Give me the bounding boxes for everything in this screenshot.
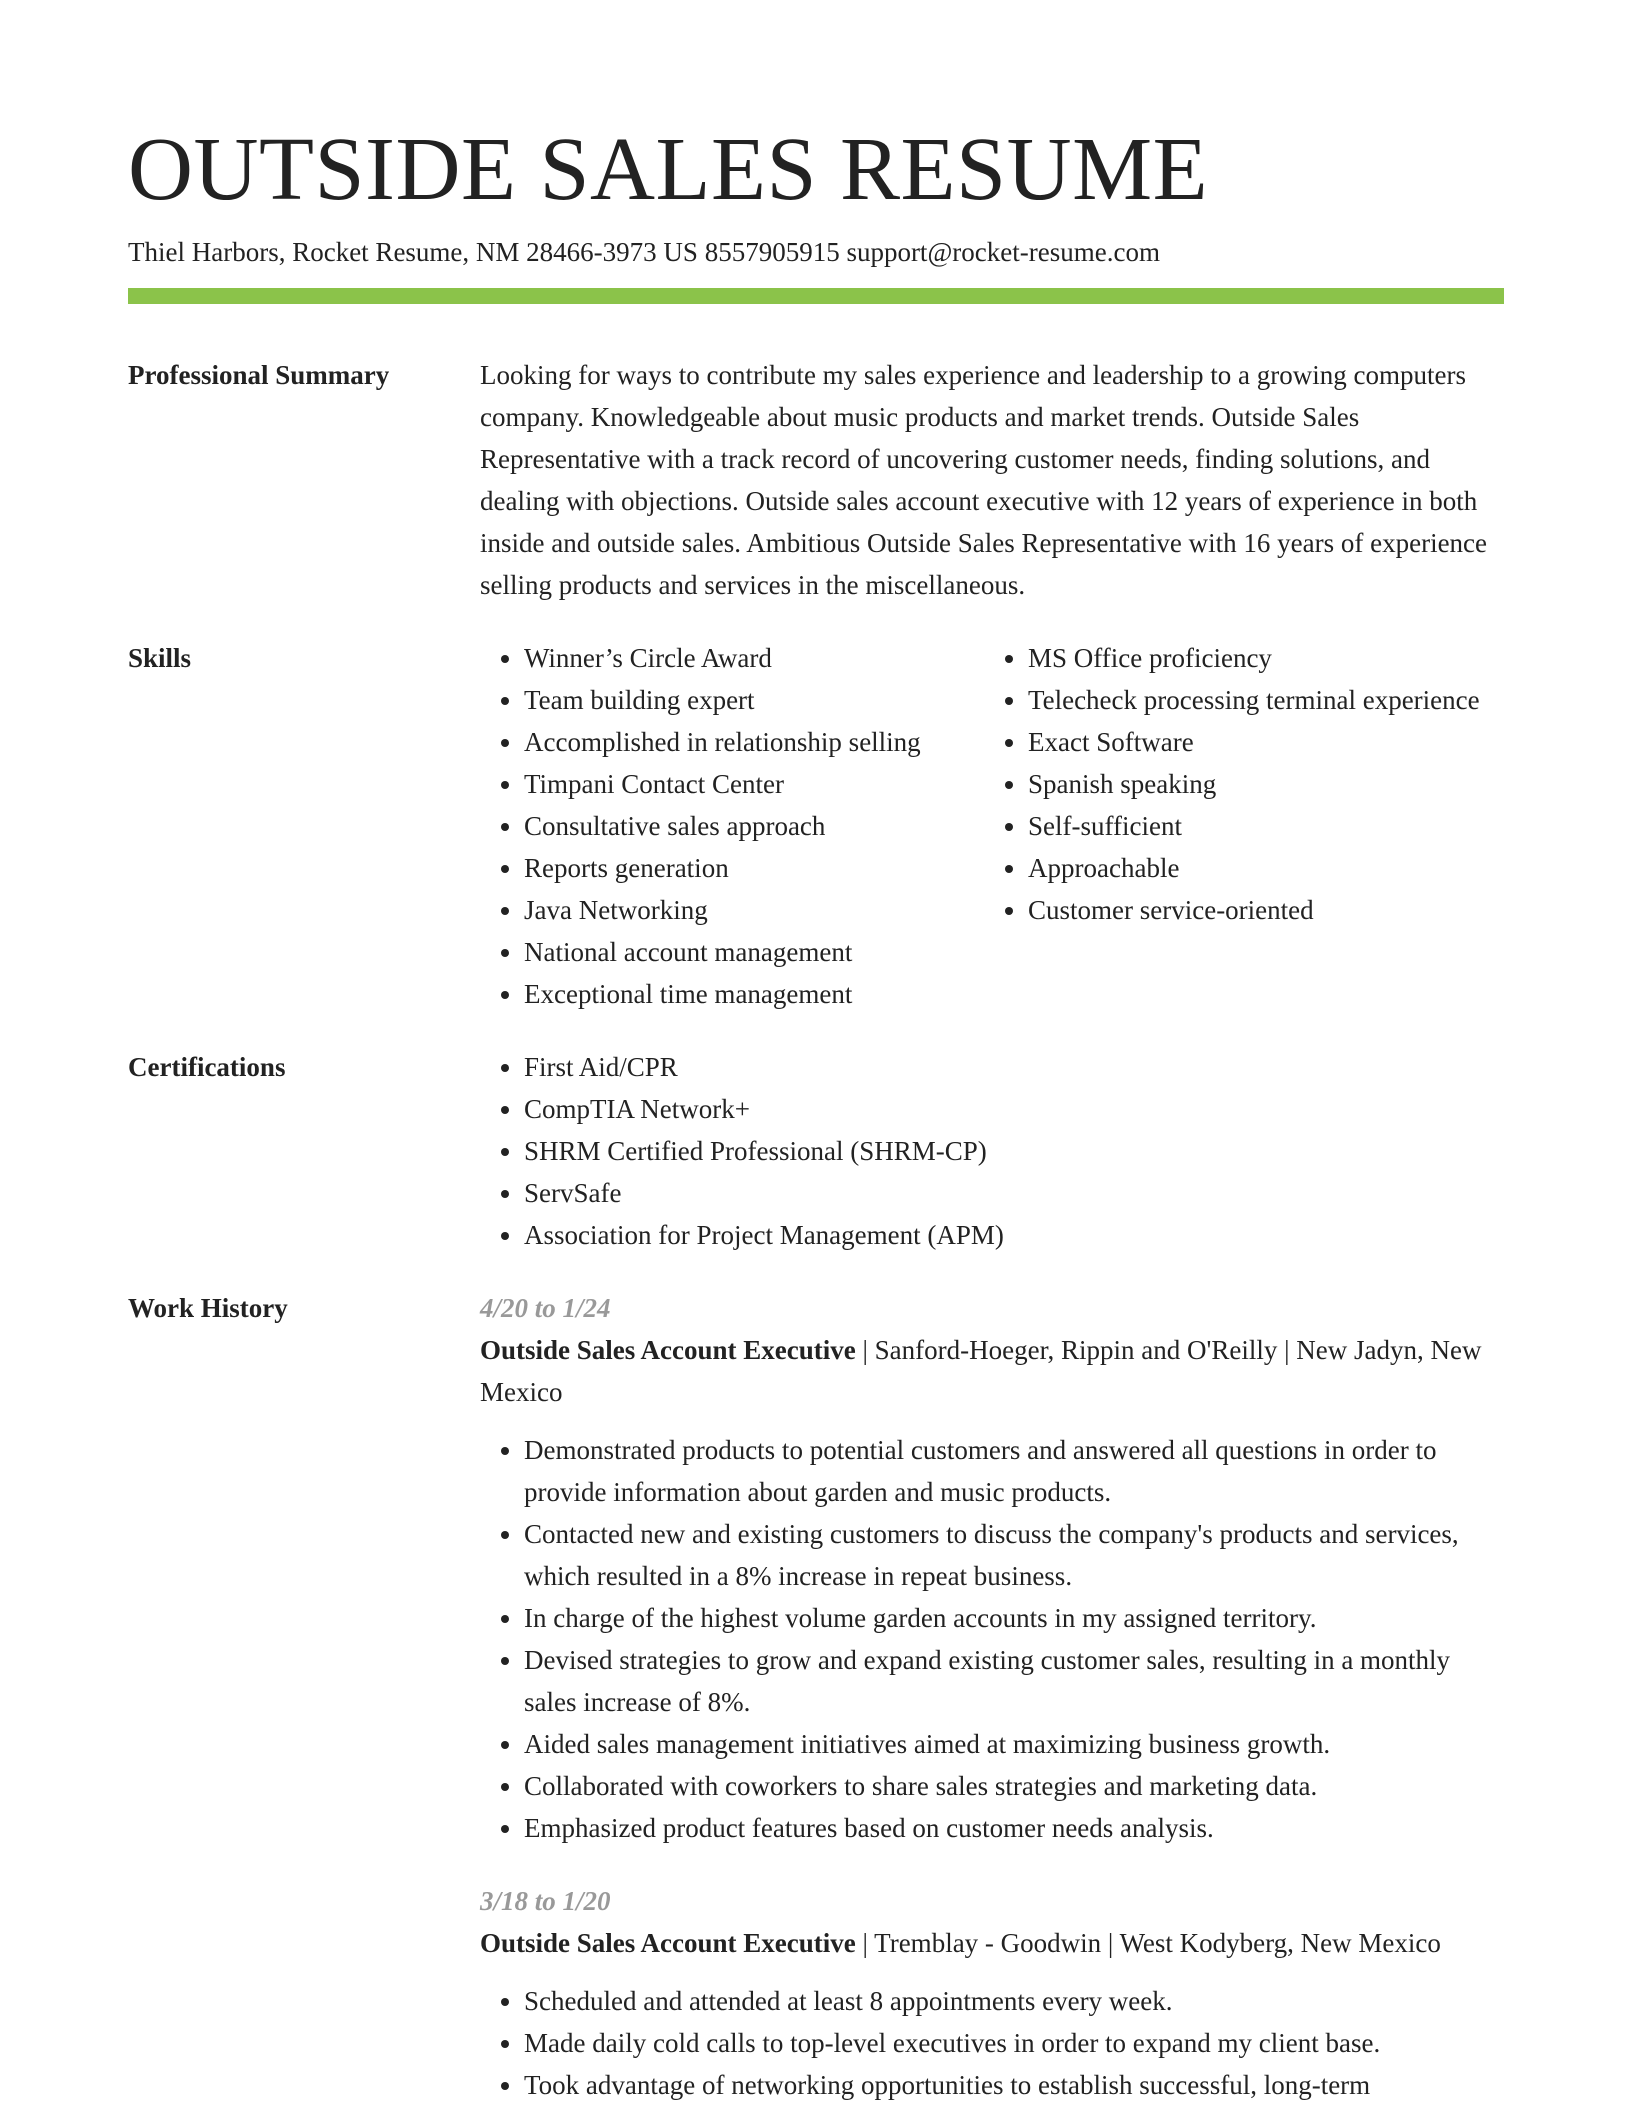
list-item: • Demonstrated products to potential customers and answered all questions in order to provide information about garden and music products. [524, 1429, 1504, 1513]
job-header [480, 1329, 1504, 1413]
list-item: • Winner’s Circle Award [524, 637, 984, 679]
list-item: • Team building expert [524, 679, 984, 721]
list-item: • Self-sufficient [1028, 805, 1504, 847]
list-item: • Consultative sales approach [524, 805, 984, 847]
skills-list-left [480, 637, 984, 1015]
job-dates: 3/18 to 1/20 [480, 1886, 611, 1916]
list-item: • Devised strategies to grow and expand existing customer sales, resulting in a monthly sales increase of 8%. [524, 1639, 1504, 1723]
job-bullets [480, 1980, 1504, 2106]
job-header [480, 1922, 1504, 1964]
skills-heading: Skills [128, 643, 192, 673]
job-entry [480, 1287, 1504, 1849]
skills-list-right [984, 637, 1504, 1015]
summary-heading: Professional Summary [128, 360, 390, 390]
contact-line [128, 234, 1504, 270]
job-bullets [480, 1429, 1504, 1849]
work-history-heading: Work History [128, 1293, 288, 1323]
job-entry [480, 1880, 1504, 2106]
list-item: • Contacted new and existing customers to discuss the company's products and services, which resulted in a 8% increase in repeat business. [524, 1513, 1504, 1597]
list-item: • Telecheck processing terminal experience [1028, 679, 1504, 721]
work-history-section [128, 1287, 1504, 2106]
certifications-section [128, 1046, 1504, 1256]
list-item: • Spanish speaking [1028, 763, 1504, 805]
list-item: • Took advantage of networking opportunities to establish successful, long-term [524, 2064, 1504, 2106]
list-item: • National account management [524, 931, 984, 973]
list-item: • Java Networking [524, 889, 984, 931]
job-dates: 4/20 to 1/24 [480, 1293, 611, 1323]
contact-phone: 8557905915 [704, 237, 840, 267]
certifications-heading: Certifications [128, 1052, 286, 1082]
list-item: • Approachable [1028, 847, 1504, 889]
list-item: • Customer service-oriented [1028, 889, 1504, 931]
list-item: • Reports generation [524, 847, 984, 889]
job-details: | Tremblay - Goodwin | West Kodyberg, New Mexico [855, 1928, 1441, 1958]
skills-section [128, 637, 1504, 1015]
job-details: | Sanford-Hoeger, Rippin and O'Reilly | New Jadyn, New Mexico [480, 1335, 1482, 1407]
list-item: • Aided sales management initiatives aimed at maximizing business growth. [524, 1723, 1504, 1765]
list-item: • Association for Project Management (APM) [524, 1214, 1504, 1256]
resume-title: OUTSIDE SALES RESUME [128, 120, 1209, 219]
list-item: • CompTIA Network+ [524, 1088, 1504, 1130]
job-title: Outside Sales Account Executive [480, 1928, 856, 1958]
list-item: • Made daily cold calls to top-level executives in order to expand my client base. [524, 2022, 1504, 2064]
contact-address: Thiel Harbors, Rocket Resume, NM 28466-3973 US [128, 237, 698, 267]
list-item: • Exact Software [1028, 721, 1504, 763]
summary-text: Looking for ways to contribute my sales experience and leadership to a growing computers company. Knowledgeable about music products and market trends. Outside Sales Representative with a track record of uncovering customer needs, finding solutions, and dealing with objections. Outside sales account executive with 12 years of experience in both inside and outside sales. Ambitious Outside Sales Representative with 16 years of experience selling products and services in the miscellaneous. [480, 360, 1488, 600]
certifications-list [480, 1046, 1504, 1256]
header-divider [128, 288, 1504, 304]
list-item: • Accomplished in relationship selling [524, 721, 984, 763]
list-item: • First Aid/CPR [524, 1046, 1504, 1088]
list-item: • In charge of the highest volume garden accounts in my assigned territory. [524, 1597, 1504, 1639]
resume-page [128, 118, 1504, 2106]
list-item: • Exceptional time management [524, 973, 984, 1015]
list-item: • Timpani Contact Center [524, 763, 984, 805]
list-item: • MS Office proficiency [1028, 637, 1504, 679]
contact-email: support@rocket-resume.com [846, 237, 1160, 267]
list-item: • ServSafe [524, 1172, 1504, 1214]
summary-section [128, 354, 1504, 606]
list-item: • SHRM Certified Professional (SHRM-CP) [524, 1130, 1504, 1172]
job-title: Outside Sales Account Executive [480, 1335, 856, 1365]
list-item: • Scheduled and attended at least 8 appointments every week. [524, 1980, 1504, 2022]
list-item: • Emphasized product features based on customer needs analysis. [524, 1807, 1504, 1849]
list-item: • Collaborated with coworkers to share sales strategies and marketing data. [524, 1765, 1504, 1807]
